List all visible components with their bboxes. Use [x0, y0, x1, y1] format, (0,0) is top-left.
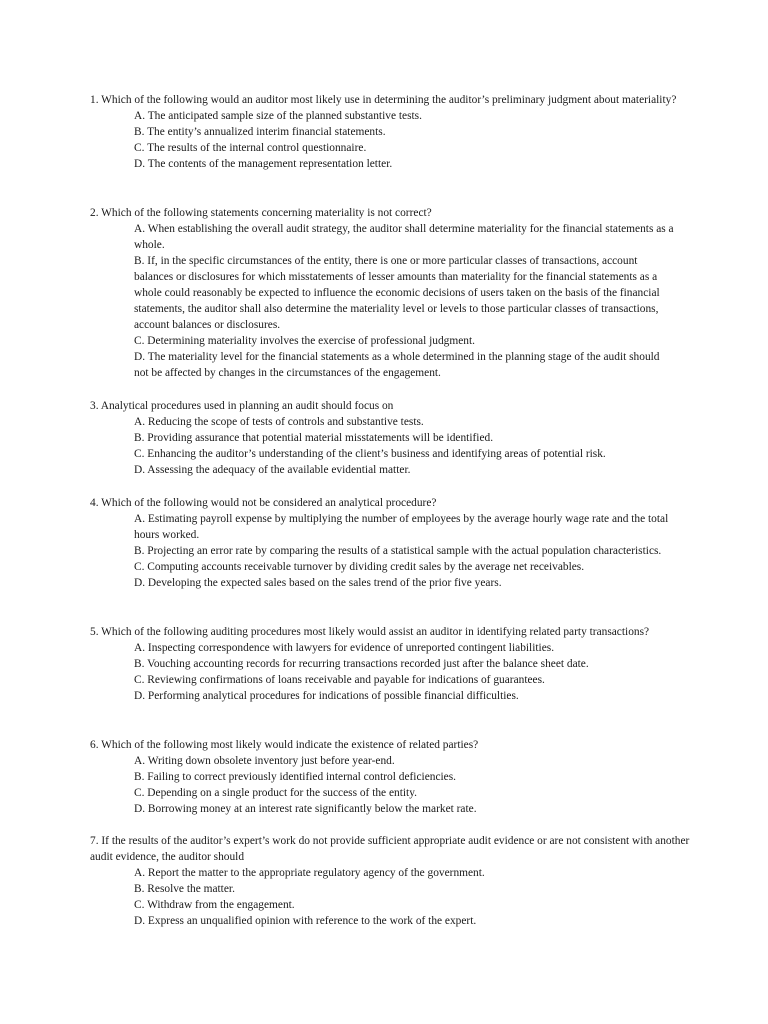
- question-stem: 7. If the results of the auditor’s expert’s work do not provide sufficient appropriate audit evidence or are not consistent with another audit evidence, the auditor should: [90, 835, 690, 863]
- choice-c: C. Reviewing confirmations of loans receivable and payable for indications of guarantees.: [134, 674, 545, 686]
- choice-list: [90, 511, 674, 591]
- choice-a: A. When establishing the overall audit strategy, the auditor shall determine materiality for the financial statements as a whole.: [134, 223, 674, 251]
- choice-d: D. Express an unqualified opinion with reference to the work of the expert.: [134, 915, 477, 927]
- question-stem: 1. Which of the following would an auditor most likely use in determining the auditor’s preliminary judgment about materiality?: [90, 94, 677, 106]
- choice-a: A. Reducing the scope of tests of controls and substantive tests.: [134, 416, 424, 428]
- choice-list: [90, 753, 674, 817]
- question-4: [90, 495, 690, 591]
- choice-d: D. Borrowing money at an interest rate significantly below the market rate.: [134, 803, 477, 815]
- choice-b: B. If, in the specific circumstances of the entity, there is one or more particular classes of transactions, account balances or disclosures for which misstatements of lesser amounts than materiality for the financial statements as a whole could reasonably be expected to influence the economic decisions of users taken on the basis of the financial statements, the auditor shall also determine the materiality level or levels to those particular classes of transactions, account balances or disclosures.: [134, 255, 660, 331]
- choice-c: C. Computing accounts receivable turnover by dividing credit sales by the average net receivables.: [134, 561, 585, 573]
- question-5: [90, 624, 690, 704]
- choice-d: D. The materiality level for the financial statements as a whole determined in the planning stage of the audit should not be affected by changes in the circumstances of the engagement.: [134, 351, 660, 379]
- question-7: [90, 833, 690, 929]
- choice-d: D. Developing the expected sales based on the sales trend of the prior five years.: [134, 577, 502, 589]
- choice-b: B. Projecting an error rate by comparing the results of a statistical sample with the actual population characteristics.: [134, 545, 662, 557]
- choice-a: A. Report the matter to the appropriate regulatory agency of the government.: [134, 867, 485, 879]
- choice-c: C. Enhancing the auditor’s understanding of the client’s business and identifying areas of potential risk.: [134, 448, 606, 460]
- question-stem: 3. Analytical procedures used in planning an audit should focus on: [90, 400, 394, 412]
- choice-d: D. Assessing the adequacy of the available evidential matter.: [134, 464, 411, 476]
- choice-c: C. Withdraw from the engagement.: [134, 899, 295, 911]
- choice-a: A. Writing down obsolete inventory just before year-end.: [134, 755, 395, 767]
- question-1: [90, 92, 690, 172]
- choice-c: C. Determining materiality involves the exercise of professional judgment.: [134, 335, 475, 347]
- choice-c: C. Depending on a single product for the success of the entity.: [134, 787, 418, 799]
- choice-b: B. Failing to correct previously identified internal control deficiencies.: [134, 771, 457, 783]
- choice-list: [90, 221, 674, 381]
- question-stem: 6. Which of the following most likely would indicate the existence of related parties?: [90, 739, 479, 751]
- question-stem: 4. Which of the following would not be considered an analytical procedure?: [90, 497, 437, 509]
- choice-d: D. Performing analytical procedures for indications of possible financial difficulties.: [134, 690, 519, 702]
- choice-a: A. The anticipated sample size of the planned substantive tests.: [134, 110, 422, 122]
- question-3: [90, 398, 690, 478]
- choice-b: B. Vouching accounting records for recurring transactions recorded just after the balance sheet date.: [134, 658, 589, 670]
- choice-a: A. Estimating payroll expense by multiplying the number of employees by the average hourly wage rate and the total hours worked.: [134, 513, 669, 541]
- question-2: [90, 205, 690, 381]
- choice-b: B. Resolve the matter.: [134, 883, 235, 895]
- choice-d: D. The contents of the management representation letter.: [134, 158, 393, 170]
- choice-a: A. Inspecting correspondence with lawyers for evidence of unreported contingent liabilities.: [134, 642, 555, 654]
- choice-c: C. The results of the internal control questionnaire.: [134, 142, 367, 154]
- question-stem: 2. Which of the following statements concerning materiality is not correct?: [90, 207, 432, 219]
- choice-list: [90, 865, 674, 929]
- question-6: [90, 737, 690, 817]
- question-stem: 5. Which of the following auditing procedures most likely would assist an auditor in identifying related party transactions?: [90, 626, 650, 638]
- choice-list: [90, 414, 674, 478]
- choice-list: [90, 108, 690, 172]
- choice-list: [90, 640, 674, 704]
- choice-b: B. Providing assurance that potential material misstatements will be identified.: [134, 432, 494, 444]
- choice-b: B. The entity’s annualized interim financial statements.: [134, 126, 386, 138]
